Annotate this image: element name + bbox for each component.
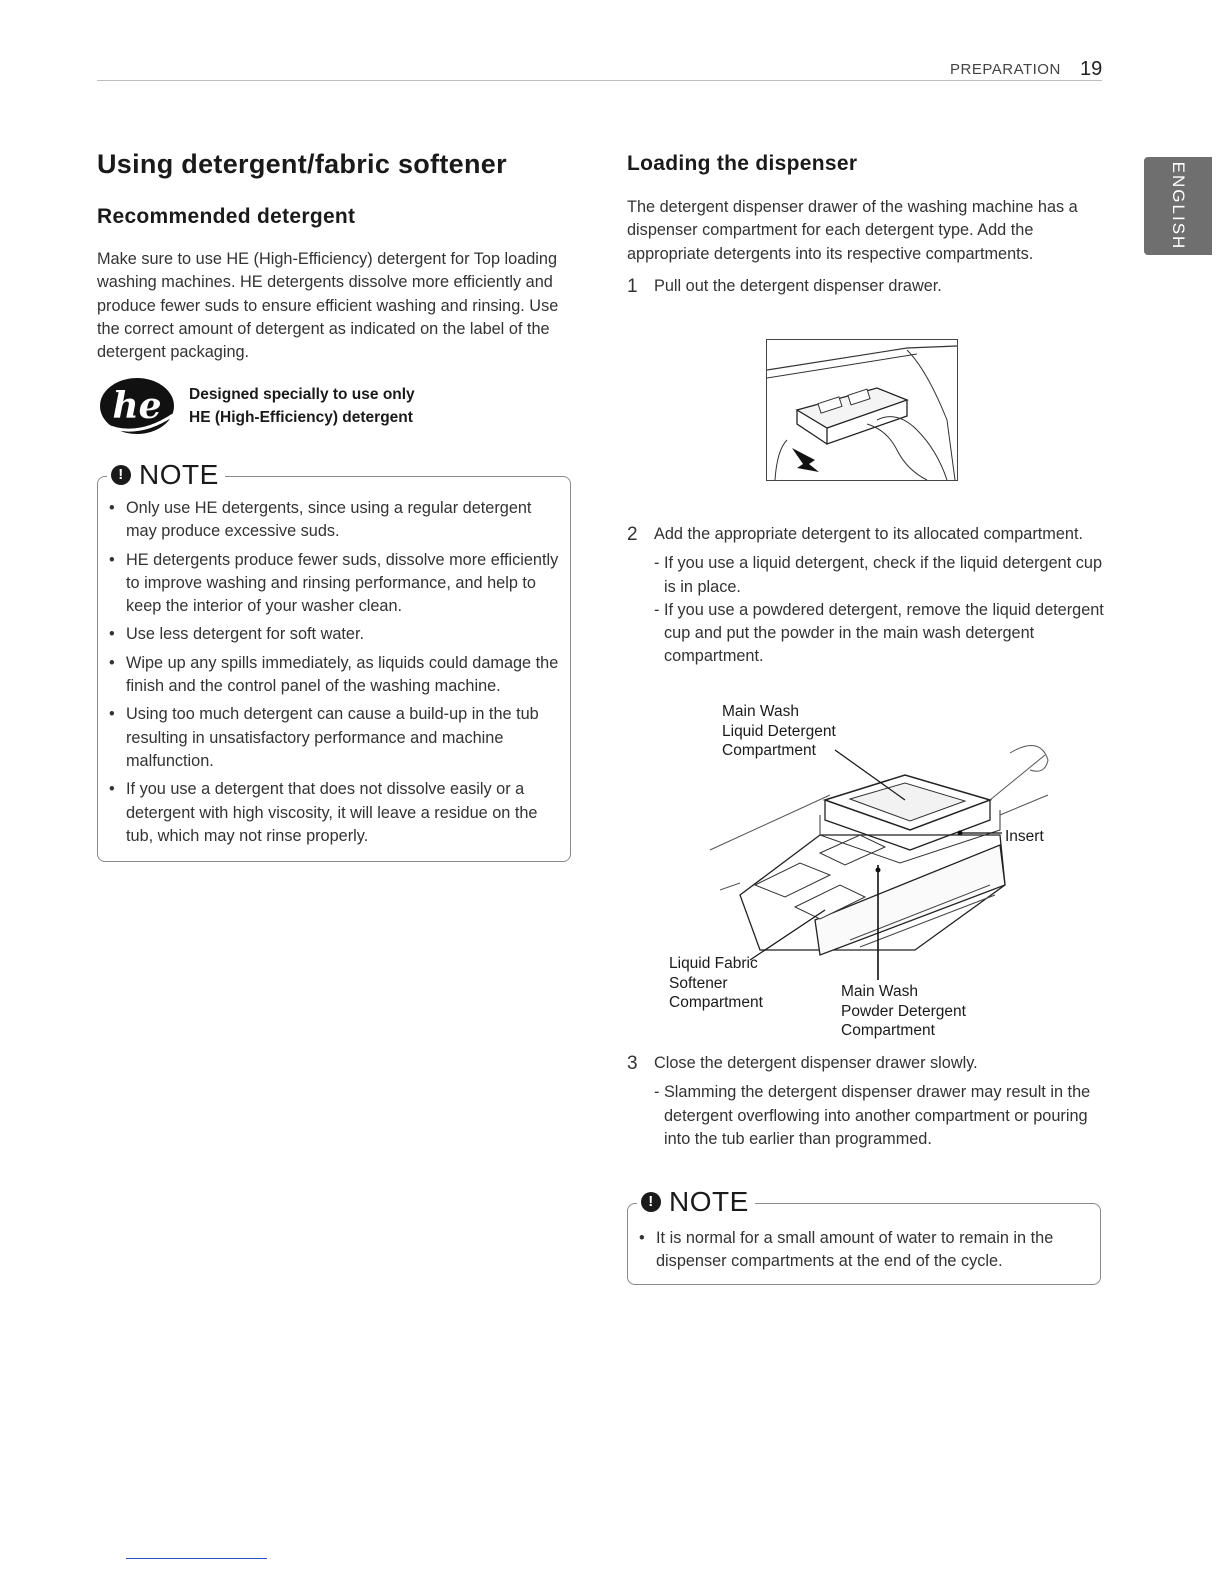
language-tab-label: ENGLISH bbox=[1169, 161, 1188, 251]
header-section: PREPARATION bbox=[950, 61, 1061, 78]
note-item: • Wipe up any spills immediately, as liquids could damage the finish and the control panel of the washing machine. bbox=[100, 652, 560, 699]
pull-drawer-illustration bbox=[766, 339, 958, 481]
label-line: Compartment bbox=[669, 994, 763, 1011]
note-list-left bbox=[100, 497, 560, 853]
note-item: • HE detergents produce fewer suds, dissolve more efficiently to improve washing and rinsing performance, and help to keep the interior of your washer clean. bbox=[100, 549, 560, 619]
recommended-detergent-paragraph: Make sure to use HE (High-Efficiency) detergent for Top loading washing machines. HE detergents dissolve more efficiently and produce fewer suds to ensure efficient washing and rinsing. Use the correct amount of detergent as indicated on the label of the detergent packaging. bbox=[97, 250, 559, 362]
page-number: 19 bbox=[1080, 58, 1103, 80]
label-main-wash-liquid bbox=[722, 702, 836, 761]
label-line: Compartment bbox=[841, 1022, 935, 1039]
step-number: 1 bbox=[627, 276, 638, 297]
header-divider bbox=[97, 80, 1102, 81]
he-logo-icon bbox=[97, 375, 177, 439]
label-main-wash-powder bbox=[841, 982, 966, 1041]
he-logo-text: he bbox=[112, 385, 162, 427]
note-item: • Using too much detergent can cause a build-up in the tub resulting in unsatisfactory performance and machine malfunction. bbox=[100, 703, 560, 773]
label-insert: Insert bbox=[1005, 828, 1044, 845]
note-item: • Only use HE detergents, since using a regular detergent may produce excessive suds. bbox=[100, 497, 560, 544]
step-number: 3 bbox=[627, 1053, 638, 1074]
note-label-text: NOTE bbox=[139, 459, 219, 490]
loading-dispenser-heading: Loading the dispenser bbox=[627, 152, 858, 175]
he-badge-text bbox=[189, 383, 415, 429]
label-fabric-softener bbox=[669, 954, 763, 1013]
note-item: • It is normal for a small amount of water to remain in the dispenser compartments at the end of the cycle. bbox=[630, 1227, 1090, 1274]
note-label-right bbox=[637, 1186, 755, 1218]
he-badge-line1: Designed specially to use only bbox=[189, 386, 415, 403]
dispenser-diagram bbox=[700, 735, 1060, 980]
step-sub-item: - If you use a powdered detergent, remove the liquid detergent cup and put the powder in the main wash detergent compartment. bbox=[654, 600, 1104, 666]
note-item: • Use less detergent for soft water. bbox=[100, 623, 560, 646]
language-tab bbox=[1144, 157, 1212, 255]
label-line: Compartment bbox=[722, 742, 816, 759]
recommended-detergent-heading: Recommended detergent bbox=[97, 205, 356, 228]
step-sub-item: - Slamming the detergent dispenser drawer may result in the detergent overflowing into another compartment or pouring into the tub earlier than programmed. bbox=[654, 1083, 1091, 1148]
note-item: • If you use a detergent that does not dissolve easily or a detergent with high viscosity, it will leave a residue on the tub, which may not rinse properly. bbox=[100, 778, 560, 848]
note-list-right bbox=[630, 1227, 1090, 1279]
step-3 bbox=[627, 1052, 1105, 1151]
step-2 bbox=[627, 523, 1105, 669]
label-line: Softener bbox=[669, 974, 728, 992]
label-line: Liquid Fabric bbox=[669, 955, 758, 972]
footer-link-underline bbox=[126, 1558, 267, 1559]
exclamation-icon: ! bbox=[641, 1192, 661, 1212]
loading-intro: The detergent dispenser drawer of the washing machine has a dispenser compartment for each detergent type. Add the appropriate detergents into its respective compartments. bbox=[627, 198, 1078, 263]
exclamation-icon: ! bbox=[111, 465, 131, 485]
label-line: Liquid Detergent bbox=[722, 722, 836, 740]
label-line: Powder Detergent bbox=[841, 1002, 966, 1020]
step-1 bbox=[627, 275, 1105, 298]
step-text: Add the appropriate detergent to its allocated compartment. bbox=[654, 525, 1083, 543]
note-label-text: NOTE bbox=[669, 1186, 749, 1217]
label-line: Main Wash bbox=[722, 703, 799, 720]
page-title: Using detergent/fabric softener bbox=[97, 149, 507, 179]
step-number: 2 bbox=[627, 524, 638, 545]
step-text: Pull out the detergent dispenser drawer. bbox=[654, 277, 942, 295]
he-badge-line2: HE (High-Efficiency) detergent bbox=[189, 409, 413, 426]
note-label-left bbox=[107, 459, 225, 491]
step-sub-item: - If you use a liquid detergent, check if the liquid detergent cup is in place. bbox=[654, 554, 1103, 596]
step-text: Close the detergent dispenser drawer slowly. bbox=[654, 1054, 978, 1072]
label-line: Main Wash bbox=[841, 983, 918, 1000]
